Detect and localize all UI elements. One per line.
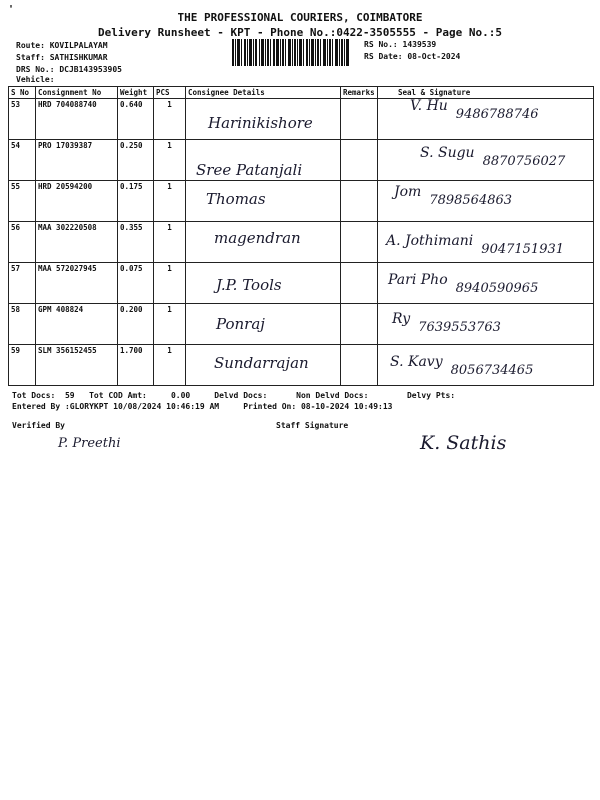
table-header-row: [9, 87, 594, 99]
table-row: [9, 99, 594, 140]
staff-handwriting: K. Sathis: [420, 432, 507, 454]
signature-handwriting: Jom: [394, 184, 422, 200]
cell-weight: 0.640: [118, 99, 154, 140]
col-header-consignee: Consignee Details: [186, 87, 341, 99]
col-header-pcs: PCS: [154, 87, 186, 99]
cell-weight: 0.175: [118, 181, 154, 222]
signature-handwriting: S. Kavy: [390, 354, 443, 370]
col-header-weight: Weight: [118, 87, 154, 99]
cell-sno: 56: [9, 222, 36, 263]
consignee-handwriting: Harinikishore: [208, 114, 313, 132]
cell-sno: 58: [9, 304, 36, 345]
runsheet-subtitle: Delivery Runsheet - KPT - Phone No.:0422-3505555 - Page No.:5: [98, 26, 502, 39]
signature-block: [410, 98, 594, 122]
cell-weight: 0.075: [118, 263, 154, 304]
staff-label: Staff: SATHISHKUMAR: [16, 53, 108, 62]
cell-signature: [378, 181, 594, 222]
barcode-image: [232, 39, 350, 66]
phone-handwriting: 8940590965: [455, 281, 539, 296]
cell-signature: [378, 222, 594, 263]
cell-pcs: 1: [154, 99, 186, 140]
consignee-handwriting: magendran: [214, 229, 301, 247]
cell-weight: 0.250: [118, 140, 154, 181]
signature-handwriting: Ry: [392, 311, 411, 327]
cell-consignee: [186, 263, 341, 304]
vehicle-label: Vehicle:: [16, 75, 55, 84]
signature-handwriting: A. Jothimani: [386, 233, 474, 249]
table-row: [9, 140, 594, 181]
cell-pcs: 1: [154, 140, 186, 181]
col-header-consignment: Consignment No: [36, 87, 118, 99]
signature-block: [394, 184, 594, 208]
cell-sno: 55: [9, 181, 36, 222]
cell-consignment-no: PRO 17039387: [36, 140, 118, 181]
entered-by-line: Entered By :GLORYKPT 10/08/2024 10:46:19 AM Printed On: 08-10-2024 10:49:13: [12, 402, 393, 411]
phone-handwriting: 7898564863: [429, 193, 513, 208]
totals-line: Tot Docs: 59 Tot COD Amt: 0.00 Delvd Docs: Non Delvd Docs: Delvy Pts:: [12, 391, 456, 400]
signature-handwriting: S. Sugu: [420, 145, 475, 161]
table-row: [9, 345, 594, 386]
drs-number: DRS No.: DCJB143953905: [16, 65, 122, 74]
cell-consignment-no: HRD 704088740: [36, 99, 118, 140]
cell-consignee: [186, 222, 341, 263]
cell-sno: 57: [9, 263, 36, 304]
rs-date: RS Date: 08-Oct-2024: [364, 52, 461, 61]
cell-sno: 53: [9, 99, 36, 140]
cell-consignee: [186, 181, 341, 222]
col-header-sno: S No: [9, 87, 36, 99]
signature-block: [392, 311, 594, 335]
col-header-signature: Seal & Signature: [378, 87, 594, 99]
table-row: [9, 263, 594, 304]
cell-pcs: 1: [154, 263, 186, 304]
cell-signature: [378, 99, 594, 140]
cell-remarks: [341, 345, 378, 386]
cell-pcs: 1: [154, 304, 186, 345]
cell-remarks: [341, 263, 378, 304]
cell-signature: [378, 345, 594, 386]
corner-mark: ': [8, 4, 15, 15]
consignee-handwriting: J.P. Tools: [216, 276, 282, 294]
phone-handwriting: 8056734465: [450, 363, 534, 378]
col-header-remarks: Remarks: [341, 87, 378, 99]
signature-handwriting: Pari Pho: [388, 272, 448, 288]
cell-signature: [378, 304, 594, 345]
cell-pcs: 1: [154, 345, 186, 386]
cell-consignee: [186, 304, 341, 345]
cell-consignment-no: SLM 356152455: [36, 345, 118, 386]
cell-weight: 0.200: [118, 304, 154, 345]
table-row: [9, 304, 594, 345]
phone-handwriting: 8870756027: [482, 154, 566, 169]
consignee-handwriting: Sree Patanjali: [196, 161, 303, 179]
signature-block: [390, 354, 594, 378]
cell-signature: [378, 140, 594, 181]
signature-block: [386, 233, 594, 257]
verified-by-label: Verified By: [12, 421, 65, 430]
cell-consignment-no: MAA 572027945: [36, 263, 118, 304]
cell-remarks: [341, 99, 378, 140]
cell-consignee: [186, 345, 341, 386]
phone-handwriting: 9486788746: [455, 107, 539, 122]
consignee-handwriting: Sundarrajan: [214, 354, 309, 372]
rs-number: RS No.: 1439539: [364, 40, 437, 49]
cell-pcs: 1: [154, 181, 186, 222]
cell-remarks: [341, 140, 378, 181]
consignee-handwriting: Ponraj: [216, 315, 265, 333]
verifier-handwriting: P. Preethi: [58, 436, 121, 451]
consignee-handwriting: Thomas: [206, 190, 266, 208]
staff-signature-label: Staff Signature: [276, 421, 349, 430]
cell-remarks: [341, 304, 378, 345]
runsheet-table: [8, 86, 594, 386]
cell-consignment-no: GPM 408824: [36, 304, 118, 345]
cell-consignment-no: MAA 302220508: [36, 222, 118, 263]
cell-weight: 0.355: [118, 222, 154, 263]
route-label: Route: KOVILPALAYAM: [16, 41, 108, 50]
cell-sno: 54: [9, 140, 36, 181]
cell-remarks: [341, 181, 378, 222]
signature-block: [420, 145, 594, 169]
cell-remarks: [341, 222, 378, 263]
company-title: THE PROFESSIONAL COURIERS, COIMBATORE: [177, 11, 423, 24]
cell-weight: 1.700: [118, 345, 154, 386]
cell-sno: 59: [9, 345, 36, 386]
cell-consignee: [186, 140, 341, 181]
signature-handwriting: V. Hu: [410, 98, 448, 114]
cell-consignment-no: HRD 20594200: [36, 181, 118, 222]
signature-block: [388, 272, 594, 296]
table-row: [9, 222, 594, 263]
cell-consignee: [186, 99, 341, 140]
cell-signature: [378, 263, 594, 304]
phone-handwriting: 9047151931: [481, 242, 565, 257]
phone-handwriting: 7639553763: [418, 320, 501, 335]
cell-pcs: 1: [154, 222, 186, 263]
table-row: [9, 181, 594, 222]
